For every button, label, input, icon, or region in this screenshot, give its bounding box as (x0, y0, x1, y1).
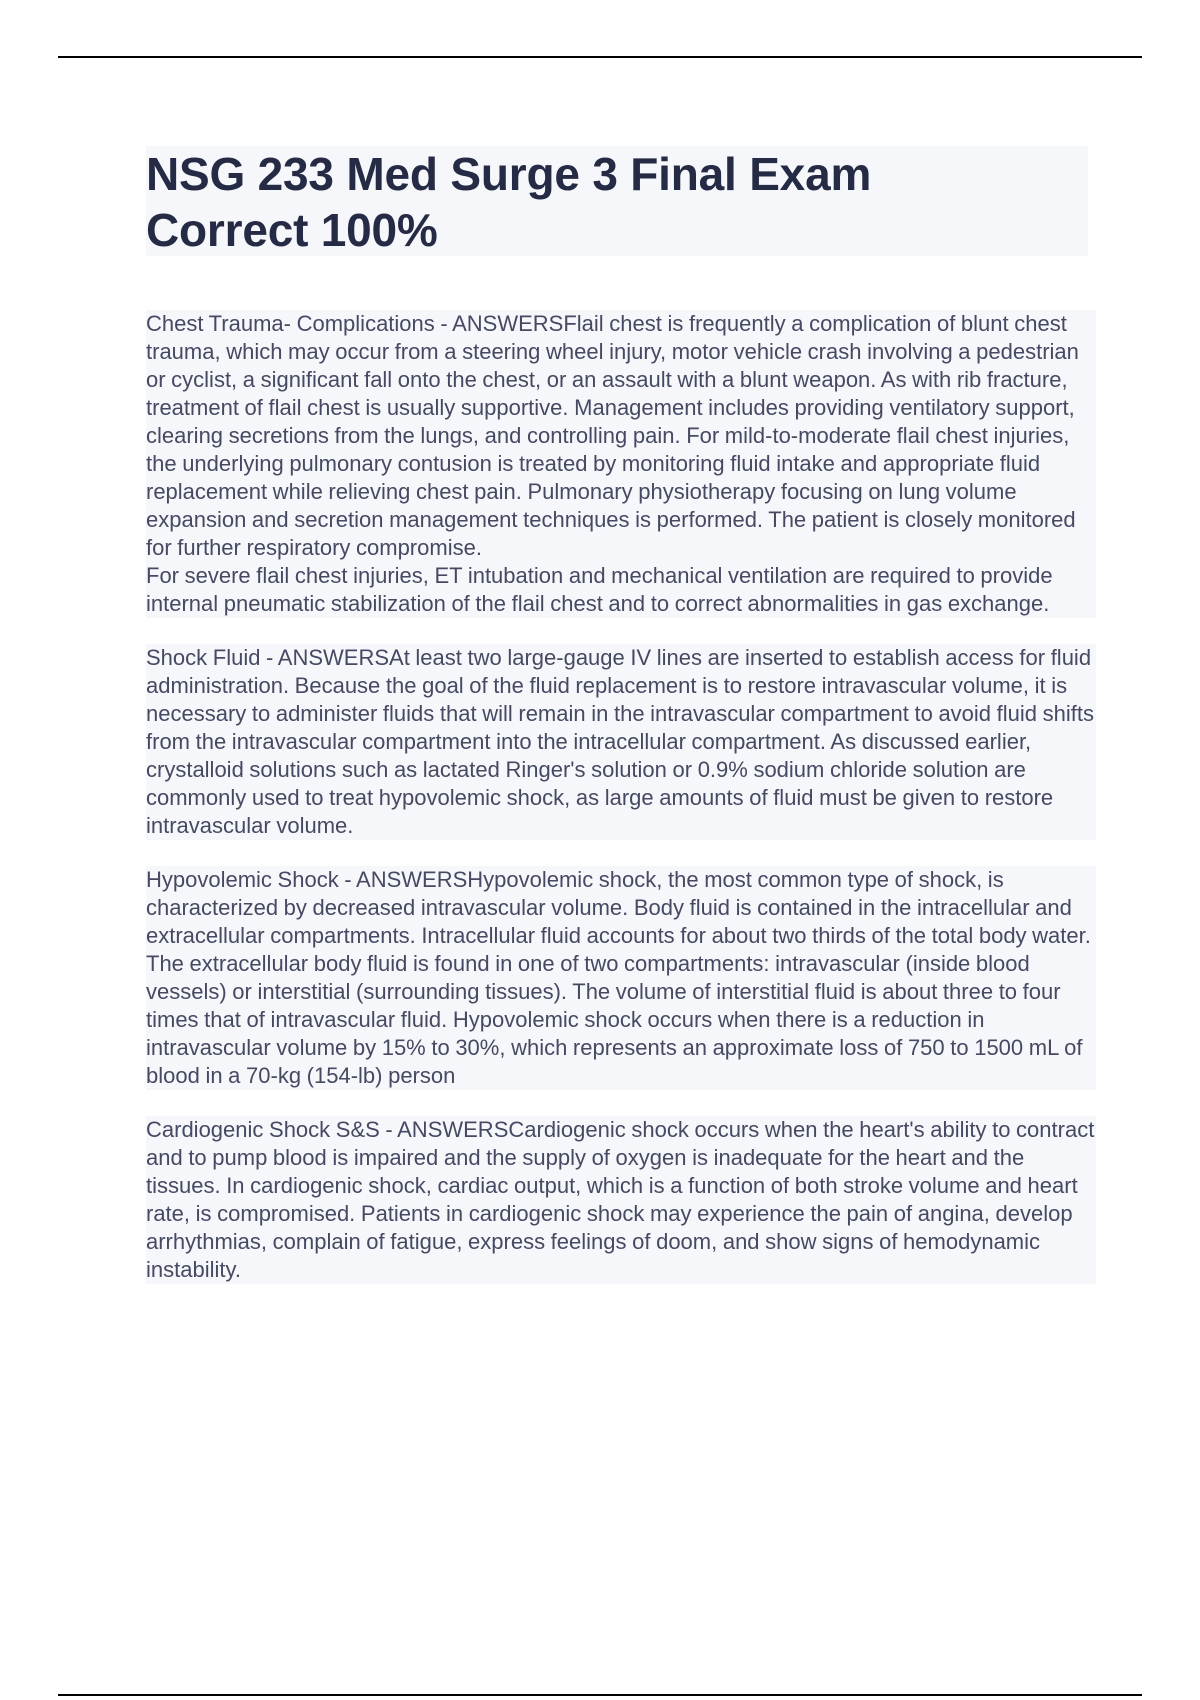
entry-paragraph: Cardiogenic Shock S&S - ANSWERSCardiogenic shock occurs when the heart's ability to contract and to pump blood is impaired and the supply of oxygen is inadequate for the heart and the tissues. In cardiogenic shock, cardiac output, which is a function of both stroke volume and heart rate, is compromised. Patients in cardiogenic shock may experience the pain of angina, develop arrhythmias, complain of fatigue, express feelings of doom, and show signs of hemodynamic instability. (146, 1117, 1095, 1282)
qa-entry-chest-trauma (146, 310, 1096, 618)
top-rule (58, 56, 1142, 58)
qa-entry-cardiogenic-shock (146, 1116, 1096, 1284)
title-line-2: Correct 100% (146, 204, 438, 256)
title-line-1: NSG 233 Med Surge 3 Final Exam (146, 148, 872, 200)
entry-paragraph: Shock Fluid - ANSWERSAt least two large-gauge IV lines are inserted to establish access for fluid administration. Because the goal of the fluid replacement is to restore intravascular volume, it is necessary to administer fluids that will remain in the intravascular compartment to avoid fluid shifts from the intravascular compartment into the intracellular compartment. As discussed earlier, crystalloid solutions such as lactated Ringer's solution or 0.9% sodium chloride solution are commonly used to treat hypovolemic shock, as large amounts of fluid must be given to restore intravascular volume. (146, 645, 1094, 838)
entry-paragraph: Chest Trauma- Complications - ANSWERSFlail chest is frequently a complication of blunt chest trauma, which may occur from a steering wheel injury, motor vehicle crash involving a pedestrian or cyclist, a significant fall onto the chest, or an assault with a blunt weapon. As with rib fracture, treatment of flail chest is usually supportive. Management includes providing ventilatory support, clearing secretions from the lungs, and controlling pain. For mild-to-moderate flail chest injuries, the underlying pulmonary contusion is treated by monitoring fluid intake and appropriate fluid replacement while relieving chest pain. Pulmonary physiotherapy focusing on lung volume expansion and secretion management techniques is performed. The patient is closely monitored for further respiratory compromise. (146, 311, 1079, 560)
qa-entry-hypovolemic-shock (146, 866, 1096, 1090)
page-title (146, 146, 1088, 258)
document-body (146, 310, 1096, 1310)
title-block (146, 146, 1088, 256)
qa-entry-shock-fluid (146, 644, 1096, 840)
bottom-rule (58, 1694, 1142, 1696)
entry-paragraph: For severe flail chest injuries, ET intubation and mechanical ventilation are required to provide internal pneumatic stabilization of the flail chest and to correct abnormalities in gas exchange. (146, 563, 1053, 616)
entry-paragraph: Hypovolemic Shock - ANSWERSHypovolemic shock, the most common type of shock, is characterized by decreased intravascular volume. Body fluid is contained in the intracellular and extracellular compartments. Intracellular fluid accounts for about two thirds of the total body water. The extracellular body fluid is found in one of two compartments: intravascular (inside blood vessels) or interstitial (surrounding tissues). The volume of interstitial fluid is about three to four times that of intravascular fluid. Hypovolemic shock occurs when there is a reduction in intravascular volume by 15% to 30%, which represents an approximate loss of 750 to 1500 mL of blood in a 70-kg (154-lb) person (146, 867, 1091, 1088)
